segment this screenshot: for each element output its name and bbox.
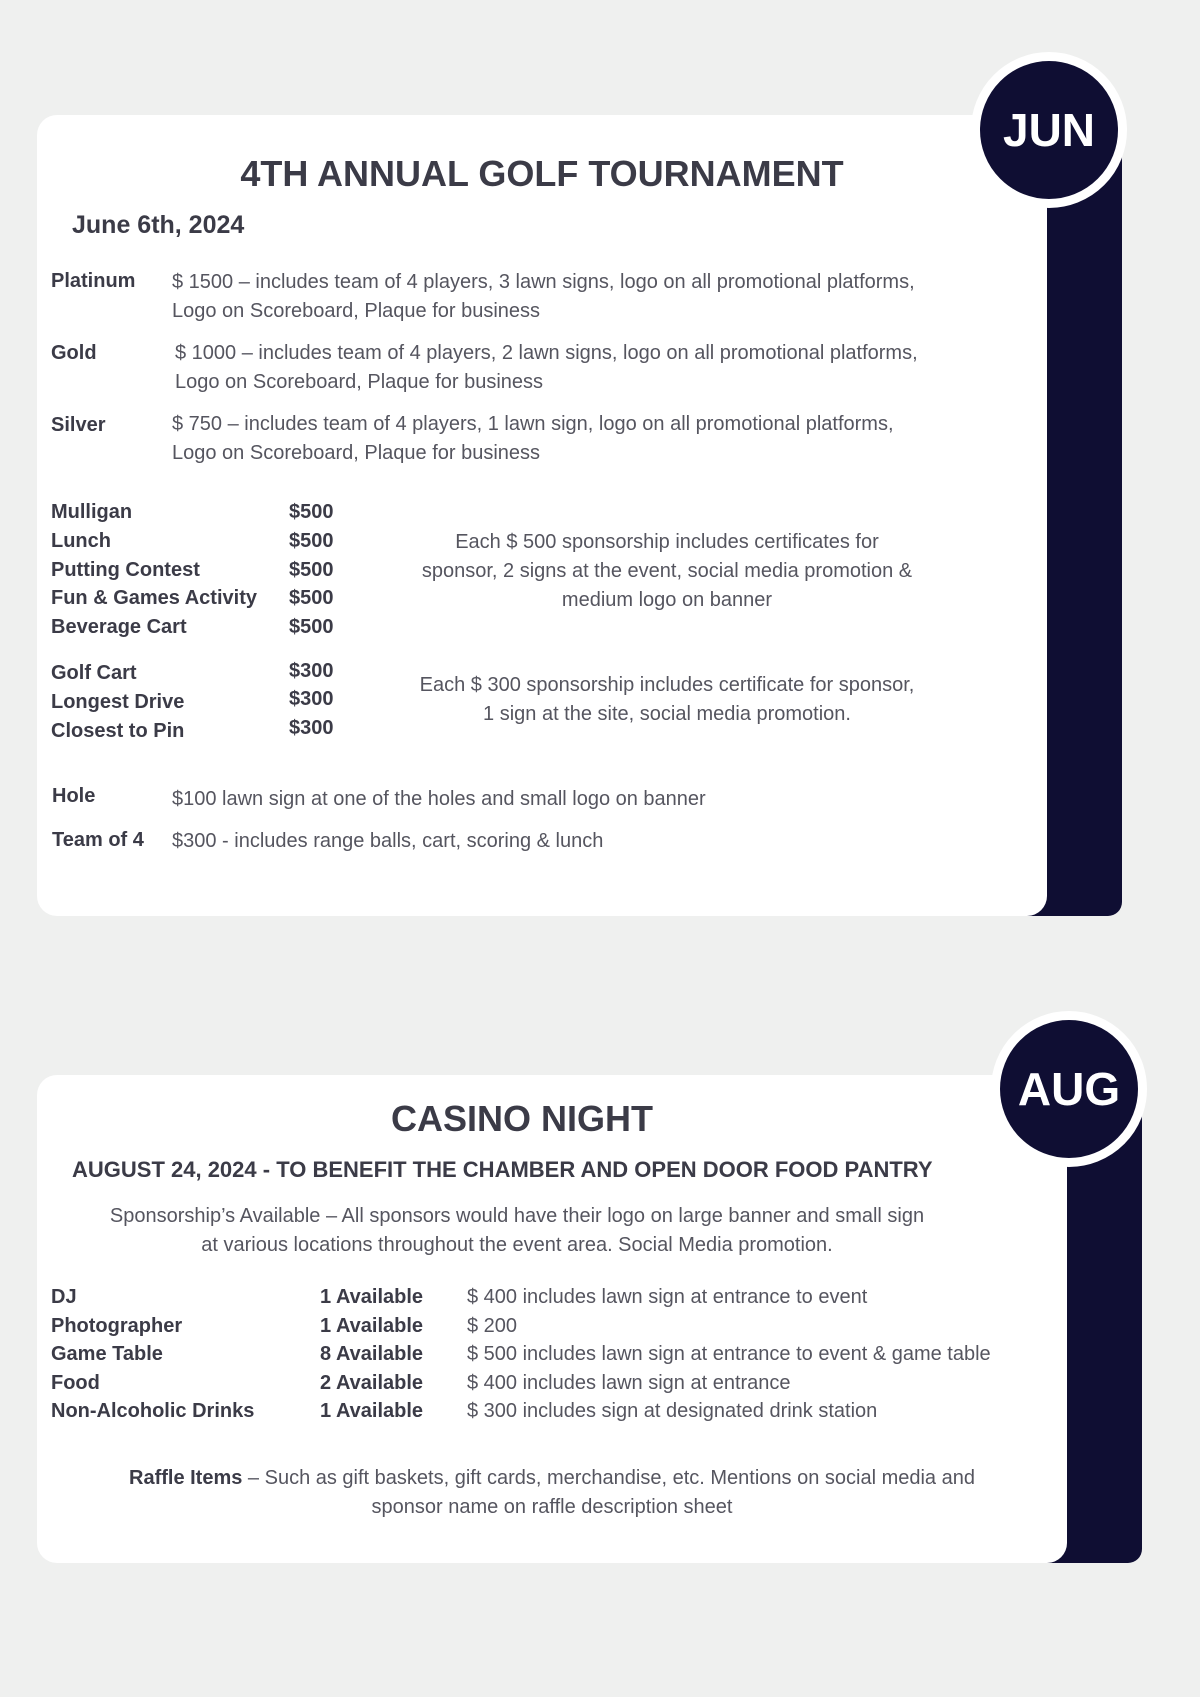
item-price: $300 xyxy=(289,717,334,739)
casino-item-availability: 1 Available xyxy=(320,1286,424,1308)
tier-silver-line2: Logo on Scoreboard, Plaque for business xyxy=(172,442,541,464)
casino-subtitle: AUGUST 24, 2024 - TO BENEFIT THE CHAMBER AND OPEN DOOR FOOD PANTRY xyxy=(72,1157,933,1182)
group500-description xyxy=(367,528,967,615)
item-name: Mulligan xyxy=(51,501,133,523)
item-name: Beverage Cart xyxy=(51,616,187,638)
casino-item-availability: 1 Available xyxy=(320,1315,424,1337)
casino-item-name: Food xyxy=(51,1372,100,1394)
list-item xyxy=(51,662,137,690)
casino-title: CASINO NIGHT xyxy=(390,1098,653,1139)
casino-item-name: Non-Alcoholic Drinks xyxy=(51,1400,255,1422)
casino-card xyxy=(37,1075,1067,1563)
item-price: $500 xyxy=(289,616,334,638)
tier-gold-line2: Logo on Scoreboard, Plaque for business xyxy=(175,371,544,393)
item-name: Fun & Games Activity xyxy=(51,587,257,609)
casino-item-name: DJ xyxy=(51,1286,77,1308)
group500-desc-line: Each $ 500 sponsorship includes certificates for xyxy=(455,531,879,553)
casino-item-name: Game Table xyxy=(51,1343,163,1365)
extra-team-name: Team of 4 xyxy=(52,829,144,851)
tier-gold-name: Gold xyxy=(51,342,97,364)
raffle-text: – Such as gift baskets, gift cards, merchandise, etc. Mentions on social media and xyxy=(242,1467,975,1489)
list-item xyxy=(51,530,111,558)
month-badge-aug: AUG xyxy=(991,1011,1147,1167)
raffle-line1 xyxy=(37,1464,1067,1493)
item-price: $500 xyxy=(289,501,334,523)
raffle-line2: sponsor name on raffle description sheet xyxy=(371,1496,733,1518)
tier-silver-desc xyxy=(172,410,894,468)
tier-gold-desc xyxy=(175,339,918,397)
list-item xyxy=(51,587,257,615)
casino-intro-line: at various locations throughout the event area. Social Media promotion. xyxy=(201,1234,833,1256)
tier-platinum-desc xyxy=(172,268,915,326)
tier-gold-line1: $ 1000 – includes team of 4 players, 2 lawn signs, logo on all promotional platforms, xyxy=(175,342,918,364)
item-name: Lunch xyxy=(51,530,111,552)
golf-date: June 6th, 2024 xyxy=(72,211,245,239)
casino-item-availability: 8 Available xyxy=(320,1343,424,1365)
tier-silver-line1: $ 750 – includes team of 4 players, 1 lawn sign, logo on all promotional platforms, xyxy=(172,413,894,435)
item-name: Longest Drive xyxy=(51,691,185,713)
casino-item-desc: $ 300 includes sign at designated drink station xyxy=(467,1400,878,1422)
item-name: Putting Contest xyxy=(51,559,200,581)
group300-description xyxy=(362,671,972,729)
casino-intro-line: Sponsorship’s Available – All sponsors would have their logo on large banner and small sign xyxy=(109,1205,925,1227)
list-item xyxy=(51,559,200,587)
golf-card xyxy=(37,115,1047,916)
extra-hole-name: Hole xyxy=(52,785,96,807)
tier-platinum-line1: $ 1500 – includes team of 4 players, 3 lawn signs, logo on all promotional platforms, xyxy=(172,271,915,293)
item-price: $300 xyxy=(289,660,334,682)
tier-platinum-name: Platinum xyxy=(51,270,136,292)
extra-hole-desc: $100 lawn sign at one of the holes and small logo on banner xyxy=(172,788,706,810)
extra-team-desc: $300 - includes range balls, cart, scoring & lunch xyxy=(172,830,604,852)
casino-item-availability: 1 Available xyxy=(320,1400,424,1422)
item-name: Golf Cart xyxy=(51,662,137,684)
group300-desc-line: Each $ 300 sponsorship includes certificate for sponsor, xyxy=(419,674,915,696)
casino-item-name: Photographer xyxy=(51,1315,183,1337)
casino-intro xyxy=(37,1202,997,1260)
item-name: Closest to Pin xyxy=(51,720,185,742)
list-item xyxy=(51,720,184,748)
month-badge-jun: JUN xyxy=(971,52,1127,208)
casino-item-desc: $ 500 includes lawn sign at entrance to event & game table xyxy=(467,1343,991,1365)
group500-desc-line: sponsor, 2 signs at the event, social media promotion & xyxy=(421,560,913,582)
raffle-note xyxy=(37,1464,1067,1522)
list-item xyxy=(51,691,184,719)
group300-desc-line: 1 sign at the site, social media promotion. xyxy=(483,703,851,725)
item-price: $500 xyxy=(289,530,334,552)
casino-item-desc: $ 400 includes lawn sign at entrance to event xyxy=(467,1286,868,1308)
casino-item-desc: $ 200 xyxy=(467,1315,518,1337)
tier-silver-name: Silver xyxy=(51,414,106,436)
item-price: $500 xyxy=(289,587,334,609)
item-price: $500 xyxy=(289,559,334,581)
list-item xyxy=(51,616,187,644)
item-price: $300 xyxy=(289,688,334,710)
tier-platinum-line2: Logo on Scoreboard, Plaque for business xyxy=(172,300,541,322)
casino-item-desc: $ 400 includes lawn sign at entrance xyxy=(467,1372,791,1394)
list-item xyxy=(51,501,132,529)
golf-title: 4TH ANNUAL GOLF TOURNAMENT xyxy=(240,153,844,194)
casino-item-availability: 2 Available xyxy=(320,1372,424,1394)
raffle-label: Raffle Items xyxy=(129,1467,243,1489)
group500-desc-line: medium logo on banner xyxy=(561,589,773,611)
